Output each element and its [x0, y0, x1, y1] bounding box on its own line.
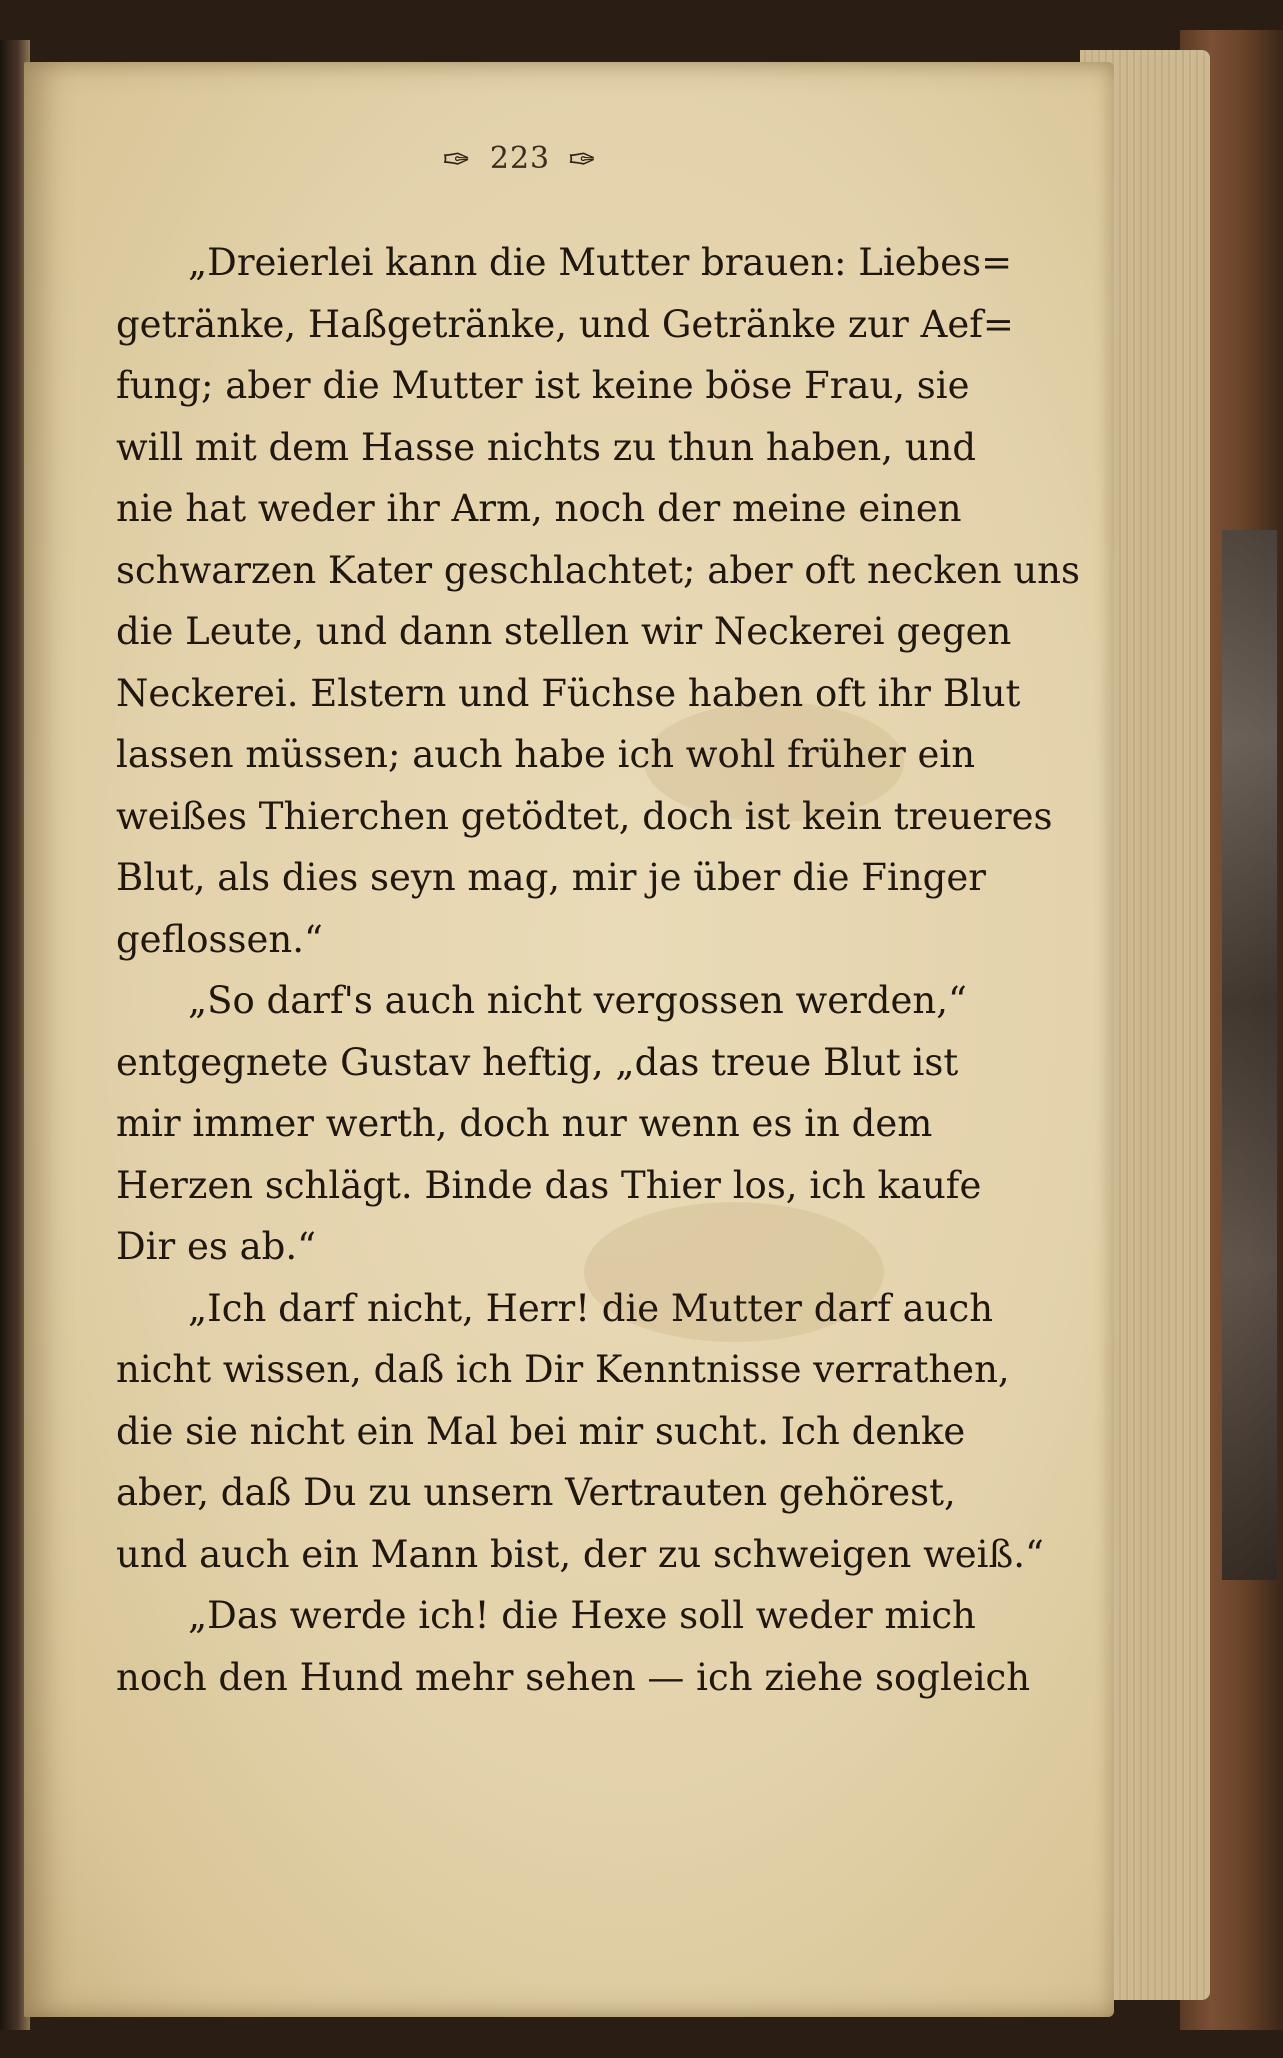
text-line: „Ich darf nicht, Herr! die Mutter darf auch	[188, 1286, 994, 1330]
text-line: Blut, als dies seyn mag, mir je über die Finger	[116, 856, 986, 899]
body-text	[116, 232, 1080, 1708]
cover-wear-patch	[1222, 530, 1277, 1580]
text-line: noch den Hund mehr sehen — ich ziehe sogleich	[116, 1655, 1031, 1699]
page-header	[380, 140, 660, 180]
text-line: „Das werde ich! die Hexe soll weder mich	[188, 1594, 976, 1637]
text-line: weißes Thierchen getödtet, doch ist kein treueres	[116, 794, 1053, 838]
text-line: mir immer werth, doch nur wenn es in dem	[116, 1102, 933, 1145]
left-ornament-icon: ✑	[442, 140, 472, 180]
text-line: und auch ein Mann bist, der zu schweigen weiß.“	[116, 1532, 1044, 1576]
text-line: geflossen.“	[116, 917, 323, 961]
text-line: „So darf's auch nicht vergossen werden,“	[188, 979, 967, 1022]
text-line: Herzen schlägt. Binde das Thier los, ich kaufe	[116, 1163, 982, 1207]
text-line: Dir es ab.“	[116, 1225, 317, 1268]
text-line: die sie nicht ein Mal bei mir sucht. Ich denke	[116, 1409, 966, 1453]
right-ornament-icon: ✑	[568, 140, 598, 180]
text-line: nicht wissen, daß ich Dir Kenntnisse verrathen,	[116, 1348, 1010, 1391]
text-line: „Dreierlei kann die Mutter brauen: Liebes=	[188, 241, 1013, 284]
text-line: getränke, Haßgetränke, und Getränke zur Aef=	[116, 302, 1014, 346]
text-line: lassen müssen; auch habe ich wohl früher ein	[116, 733, 976, 776]
text-line: nie hat weder ihr Arm, noch der meine einen	[116, 487, 962, 530]
text-line: schwarzen Kater geschlachtet; aber oft necken uns	[116, 548, 1080, 592]
text-line: Neckerei. Elstern und Füchse haben oft ihr Blut	[116, 671, 1021, 715]
text-line: fung; aber die Mutter ist keine böse Frau, sie	[116, 364, 970, 407]
text-line: die Leute, und dann stellen wir Neckerei gegen	[116, 610, 1012, 653]
text-line: entgegnete Gustav heftig, „das treue Blut ist	[116, 1040, 959, 1084]
text-line: aber, daß Du zu unsern Vertrauten gehörest,	[116, 1471, 956, 1514]
page-number: 223	[489, 141, 551, 176]
text-line: will mit dem Hasse nichts zu thun haben, und	[116, 425, 977, 469]
